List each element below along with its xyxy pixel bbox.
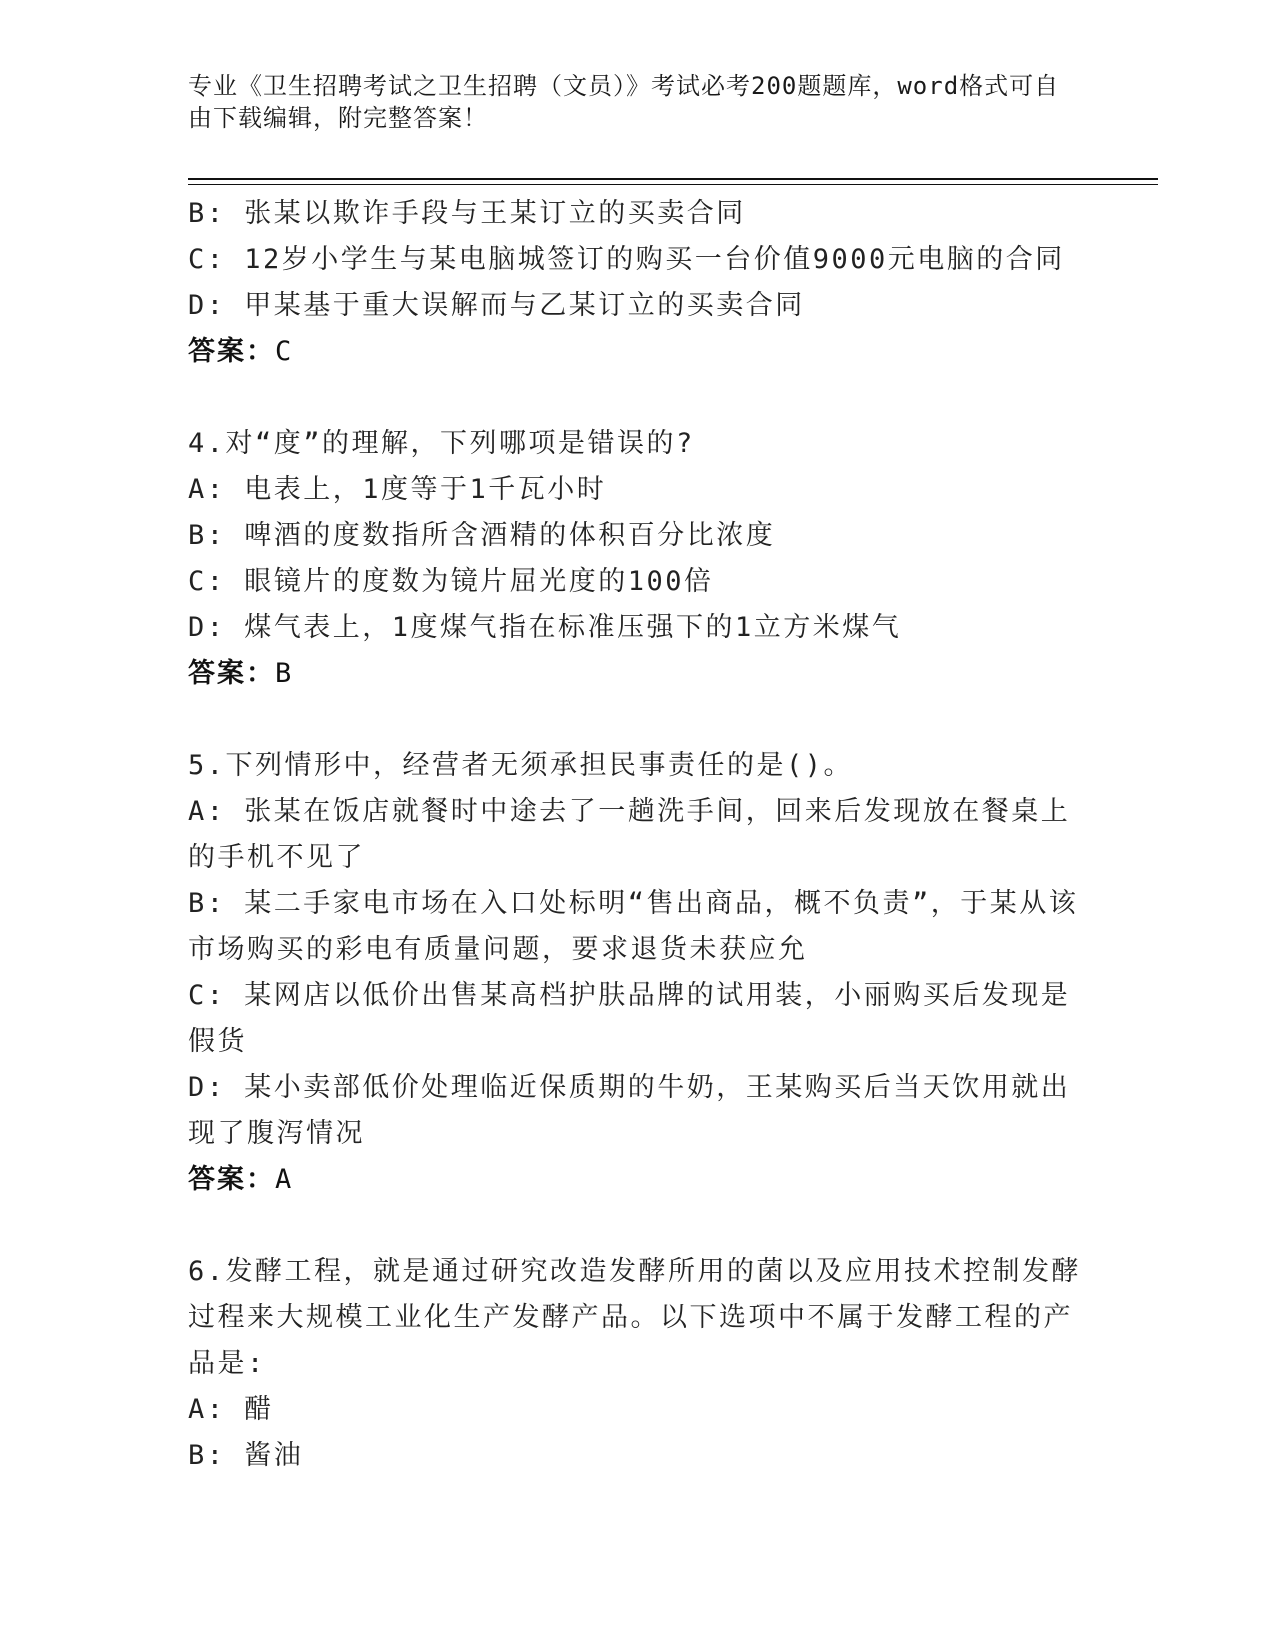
question-3 [188,191,1088,375]
document-body [188,191,1088,1479]
q6-stem: 6.发酵工程，就是通过研究改造发酵所用的菌以及应用技术控制发酵过程来大规模工业化生产发酵产品。以下选项中不属于发酵工程的产品是: [188,1256,1082,1379]
q5-answer-value: A [275,1164,294,1195]
q4-answer [188,651,1088,697]
q4-option-c: C: 眼镜片的度数为镜片屈光度的100倍 [188,566,714,597]
q4-answer-value: B [275,658,294,689]
q4-stem: 4.对“度”的理解，下列哪项是错误的? [188,428,695,459]
q4-option-b: B: 啤酒的度数指所含酒精的体积百分比浓度 [188,520,776,551]
q5-option-b: B: 某二手家电市场在入口处标明“售出商品，概不负责”，于某从该市场购买的彩电有质量问题，要求退货未获应允 [188,888,1079,965]
q5-answer [188,1157,1088,1203]
question-4 [188,421,1088,697]
q6-option-b: B: 酱油 [188,1440,304,1471]
q5-option-d: D: 某小卖部低价处理临近保质期的牛奶，王某购买后当天饮用就出现了腹泻情况 [188,1072,1071,1149]
q5-stem: 5.下列情形中，经营者无须承担民事责任的是()。 [188,750,854,781]
q6-option-a: A: 醋 [188,1394,274,1425]
q3-answer-label: 答案： [188,336,275,367]
spacer [188,697,1088,743]
question-5 [188,743,1088,1203]
spacer [188,375,1088,421]
q3-option-c: C: 12岁小学生与某电脑城签订的购买一台价值9000元电脑的合同 [188,244,1065,275]
q4-option-a: A: 电表上，1度等于1千瓦小时 [188,474,607,505]
q3-option-b: B: 张某以欺诈手段与王某订立的买卖合同 [188,198,746,229]
q3-option-d: D: 甲某基于重大误解而与乙某订立的买卖合同 [188,290,805,321]
spacer [188,1203,1088,1249]
q3-answer [188,329,1088,375]
header-divider-thick [188,178,1158,180]
q4-option-d: D: 煤气表上，1度煤气指在标准压强下的1立方米煤气 [188,612,902,643]
q4-answer-label: 答案： [188,658,275,689]
q5-option-a: A: 张某在饭店就餐时中途去了一趟洗手间，回来后发现放在餐桌上的手机不见了 [188,796,1071,873]
q3-answer-value: C [275,336,294,367]
q5-option-c: C: 某网店以低价出售某高档护肤品牌的试用装，小丽购买后发现是假货 [188,980,1071,1057]
header-divider-thin [188,184,1158,185]
document-header: 专业《卫生招聘考试之卫生招聘（文员）》考试必考200题题库，word格式可自由下载编辑，附完整答案！ [188,72,1060,132]
question-6 [188,1249,1088,1479]
q5-answer-label: 答案： [188,1164,275,1195]
